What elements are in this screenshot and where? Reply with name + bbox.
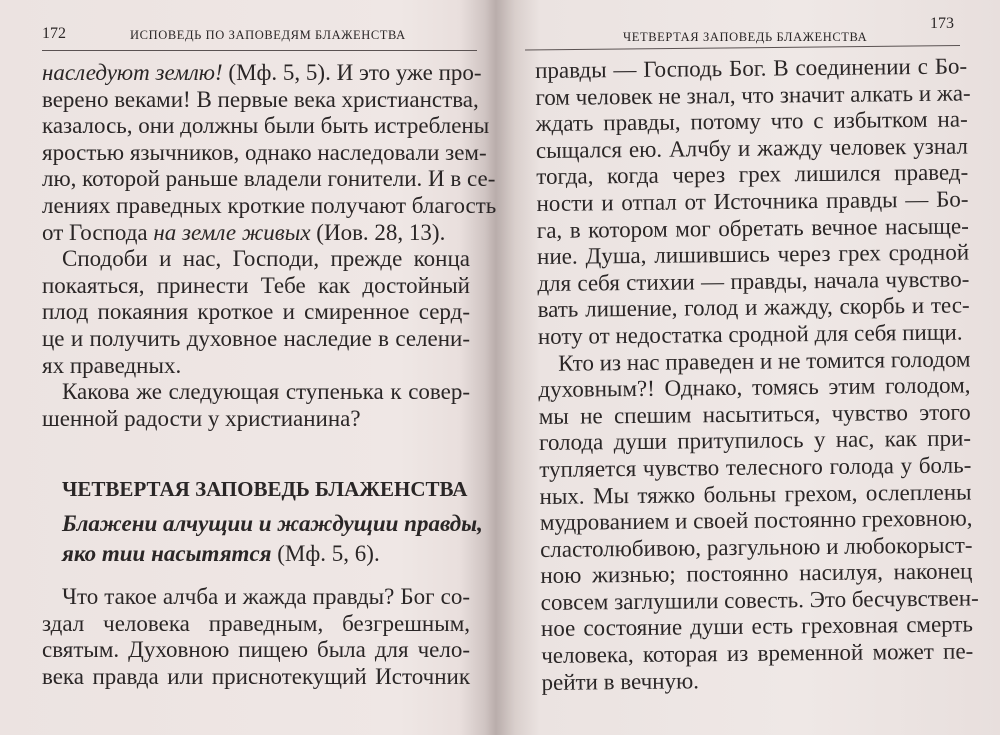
line-text: человека, которая из временной может пе- [541, 638, 974, 669]
left-page [0, 0, 497, 735]
text-line [42, 637, 470, 664]
line-text: (Мф. 5, 5). И это уже про- [222, 60, 482, 85]
line-text: правды — Господь Бог. В соединении с Бо- [535, 53, 968, 83]
line-text: гом человек не знал, что значит алкать и жа- [535, 80, 971, 110]
text-line [541, 665, 973, 696]
page-number: 172 [42, 25, 66, 42]
line-text: плод покаяния кроткое и смиренное серд- [42, 299, 470, 325]
text-line [42, 86, 479, 114]
text-line [42, 220, 470, 247]
line-text: верено веками! В первые века христианства, [42, 86, 479, 112]
header-rule [525, 45, 960, 51]
line-text: ности и отпал от Источника правды — Бо- [536, 186, 969, 216]
text-line [42, 326, 470, 353]
text-line [42, 584, 470, 611]
emphasis-text: яко тии насытятся [62, 541, 272, 566]
line-text: га, в котором мог обретать вечное насыще- [536, 213, 969, 243]
emphasis-text: Блажени алчущии и жаждущии правды, [62, 511, 483, 536]
text-block [42, 60, 497, 432]
line-text: ных. Мы тяжко больны грехом, ослеплены [539, 478, 972, 509]
text-line [42, 139, 487, 167]
line-text: сыщался ею. Алчбу и жажду человек узнал [535, 133, 969, 163]
running-head: ЧЕТВЕРТАЯ ЗАПОВЕДЬ БЛАЖЕНСТВА [623, 30, 868, 44]
text-block [535, 53, 979, 696]
line-text: ях праведных. [42, 352, 182, 378]
line-text: голода души притупилось у нас, как при- [538, 425, 972, 456]
line-text: тупляется чувство телесного голода у боль- [539, 452, 972, 482]
line-text: (Иов. 28, 13). [310, 219, 446, 245]
line-text: казалось, они должны были быть истреблены [42, 113, 490, 139]
line-text: мудрованием и своей постоянно греховною, [539, 505, 973, 536]
text-line [42, 246, 470, 273]
line-text: шенной радости у христианина? [42, 405, 361, 431]
text-line [42, 273, 470, 300]
text-block [42, 584, 470, 690]
line-text: ною жизнью; постоянно насилуя, наконец [540, 558, 973, 589]
text-line [62, 539, 470, 569]
line-text: це и получить духовное наследие в селени- [42, 325, 470, 351]
text-line [42, 113, 490, 140]
line-text: века правда или приснотекущий Источник [42, 663, 470, 689]
line-text: покаяться, принести Тебе как достойный [42, 272, 470, 298]
line-text: лениях праведных кроткие получают благость [42, 192, 497, 218]
text-line [42, 611, 470, 638]
line-text: (Мф. 5, 6). [271, 541, 380, 566]
line-text: от Господа [42, 219, 154, 245]
line-text: духовным?! Однако, томясь этим голодом, [538, 372, 971, 403]
line-text: сластолюбивою, разгульною и любокорыст- [540, 532, 973, 562]
text-line [42, 60, 482, 87]
text-line [42, 192, 497, 220]
header-rule [42, 50, 477, 51]
line-text: совсем заглушили совесть. Это бесчувствен- [540, 585, 979, 615]
emphasis-text: наследуют землю! [42, 60, 223, 85]
line-text: рейти в вечную. [541, 667, 700, 695]
line-text: мы не спешим насытиться, чувство этого [538, 399, 971, 429]
text-line [541, 639, 973, 670]
text-line [42, 166, 496, 193]
running-head: ИСПОВЕДЬ ПО ЗАПОВЕДЯМ БЛАЖЕНСТВА [130, 28, 406, 42]
line-text: святым. Духовною пищею была для чело- [42, 637, 470, 663]
text-line [42, 664, 470, 691]
line-text: лю, которой раньше владели гонители. И в се- [42, 166, 496, 192]
line-text: ние. Душа, лишившись через грех сродной [536, 239, 970, 270]
line-text: Сподоби и нас, Господи, прежде конца [62, 246, 470, 272]
line-text: здал человека праведным, безгрешным, [42, 610, 470, 636]
line-text: для себя стихии — правды, начала чувство- [537, 266, 970, 296]
line-text: ноту от недостатка сродной для себя пищи. [537, 319, 963, 349]
line-text: вать лишение, голод и жажду, скорбь и тес- [537, 292, 970, 323]
section-heading: ЧЕТВЕРТАЯ ЗАПОВЕДЬ БЛАЖЕНСТВА [62, 477, 468, 501]
text-line [42, 353, 470, 380]
epigraph [62, 509, 483, 569]
line-text: Кто из нас праведен и не томится голодом [558, 345, 971, 376]
line-text: Какова же следующая ступенька к совер- [62, 379, 470, 405]
line-text: тогда, когда через грех лишился правед- [536, 159, 969, 190]
line-text: яростью язычников, однако наследовали зем- [42, 139, 487, 165]
text-line [42, 299, 470, 326]
page-number: 173 [930, 15, 954, 32]
line-text: ное состояние души есть греховная смерть [540, 611, 974, 642]
text-line [62, 509, 483, 539]
emphasis-text: на земле живых [153, 219, 311, 245]
line-text: ждать правды, потому что с избытком на- [535, 106, 968, 137]
line-text: Что такое алчба и жажда правды? Бог со- [62, 584, 470, 609]
text-line [42, 379, 470, 406]
text-line [42, 406, 470, 433]
right-page [505, 0, 1000, 735]
